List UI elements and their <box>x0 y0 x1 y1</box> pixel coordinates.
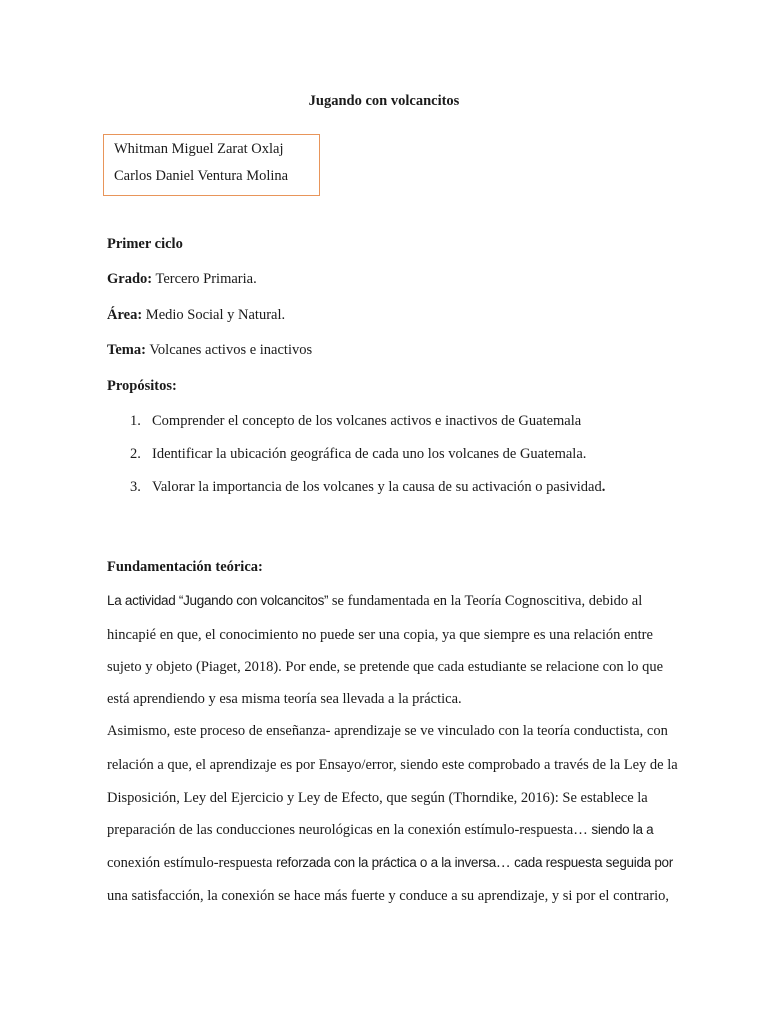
purpose-item <box>130 446 586 463</box>
list-number: 1. <box>130 413 141 429</box>
body-line: Disposición, Ley del Ejercicio y Ley de Efecto, que según (Thorndike, 2016): Se establece la <box>107 790 648 806</box>
body-text-sans: siendo la a <box>591 822 654 837</box>
grado-label: Grado: <box>107 271 153 287</box>
body-text: … <box>496 855 515 871</box>
body-text: conexión estímulo-respuesta <box>107 855 277 871</box>
body-text: se fundamentada en la Teoría Cognoscitiva, debido al <box>328 593 643 609</box>
document-title: Jugando con volcancitos <box>308 93 460 109</box>
body-text-sans: cada respuesta seguida por <box>514 855 673 870</box>
purpose-end-period: . <box>601 479 606 495</box>
body-text-sans: reforzada con la práctica o a la inversa <box>276 855 496 870</box>
body-line <box>107 593 642 610</box>
purpose-item <box>130 479 605 496</box>
body-line <box>107 855 673 872</box>
author-name: Carlos Daniel Ventura Molina <box>114 168 289 184</box>
body-line: relación a que, el aprendizaje es por Ensayo/error, siendo este comprobado a través de la Ley de la <box>107 757 678 773</box>
body-line <box>107 822 653 839</box>
list-number: 2. <box>130 446 141 462</box>
cycle-heading <box>107 236 183 253</box>
section-heading: Fundamentación teórica: <box>107 559 263 575</box>
authors-box <box>103 134 320 196</box>
area-field <box>107 307 285 324</box>
propositos-label: Propósitos: <box>107 378 177 394</box>
body-text: preparación de las conducciones neurológicas en la conexión estímulo-respuesta… <box>107 822 592 838</box>
tema-label: Tema: <box>107 342 146 358</box>
list-number: 3. <box>130 479 141 495</box>
tema-field <box>107 342 312 359</box>
purpose-text: Identificar la ubicación geográfica de cada uno los volcanes de Guatemala. <box>152 446 587 462</box>
body-line: Asimismo, este proceso de enseñanza- aprendizaje se ve vinculado con la teoría conductista, con <box>107 723 668 739</box>
tema-value: Volcanes activos e inactivos <box>149 342 313 358</box>
purpose-item <box>130 413 581 430</box>
area-value: Medio Social y Natural. <box>145 307 286 323</box>
author-name: Whitman Miguel Zarat Oxlaj <box>114 141 284 157</box>
body-line: está aprendiendo y esa misma teoría sea llevada a la práctica. <box>107 691 462 707</box>
body-line: sujeto y objeto (Piaget, 2018). Por ende, se pretende que cada estudiante se relacione con lo que <box>107 659 664 675</box>
body-text-sans: La actividad “Jugando con volcancitos” <box>107 593 329 608</box>
purpose-text: Valorar la importancia de los volcanes y la causa de su activación o pasividad <box>152 479 602 495</box>
purpose-text: Comprender el concepto de los volcanes activos e inactivos de Guatemala <box>152 413 582 429</box>
area-label: Área: <box>107 307 143 323</box>
body-line: hincapié en que, el conocimiento no puede ser una copia, ya que siempre es una relación entre <box>107 627 653 643</box>
cycle-label: Primer ciclo <box>107 236 183 252</box>
grado-field <box>107 271 257 288</box>
grado-value: Tercero Primaria. <box>155 271 257 287</box>
body-line: una satisfacción, la conexión se hace más fuerte y conduce a su aprendizaje, y si por el contrario, <box>107 888 670 904</box>
propositos-heading <box>107 378 177 395</box>
